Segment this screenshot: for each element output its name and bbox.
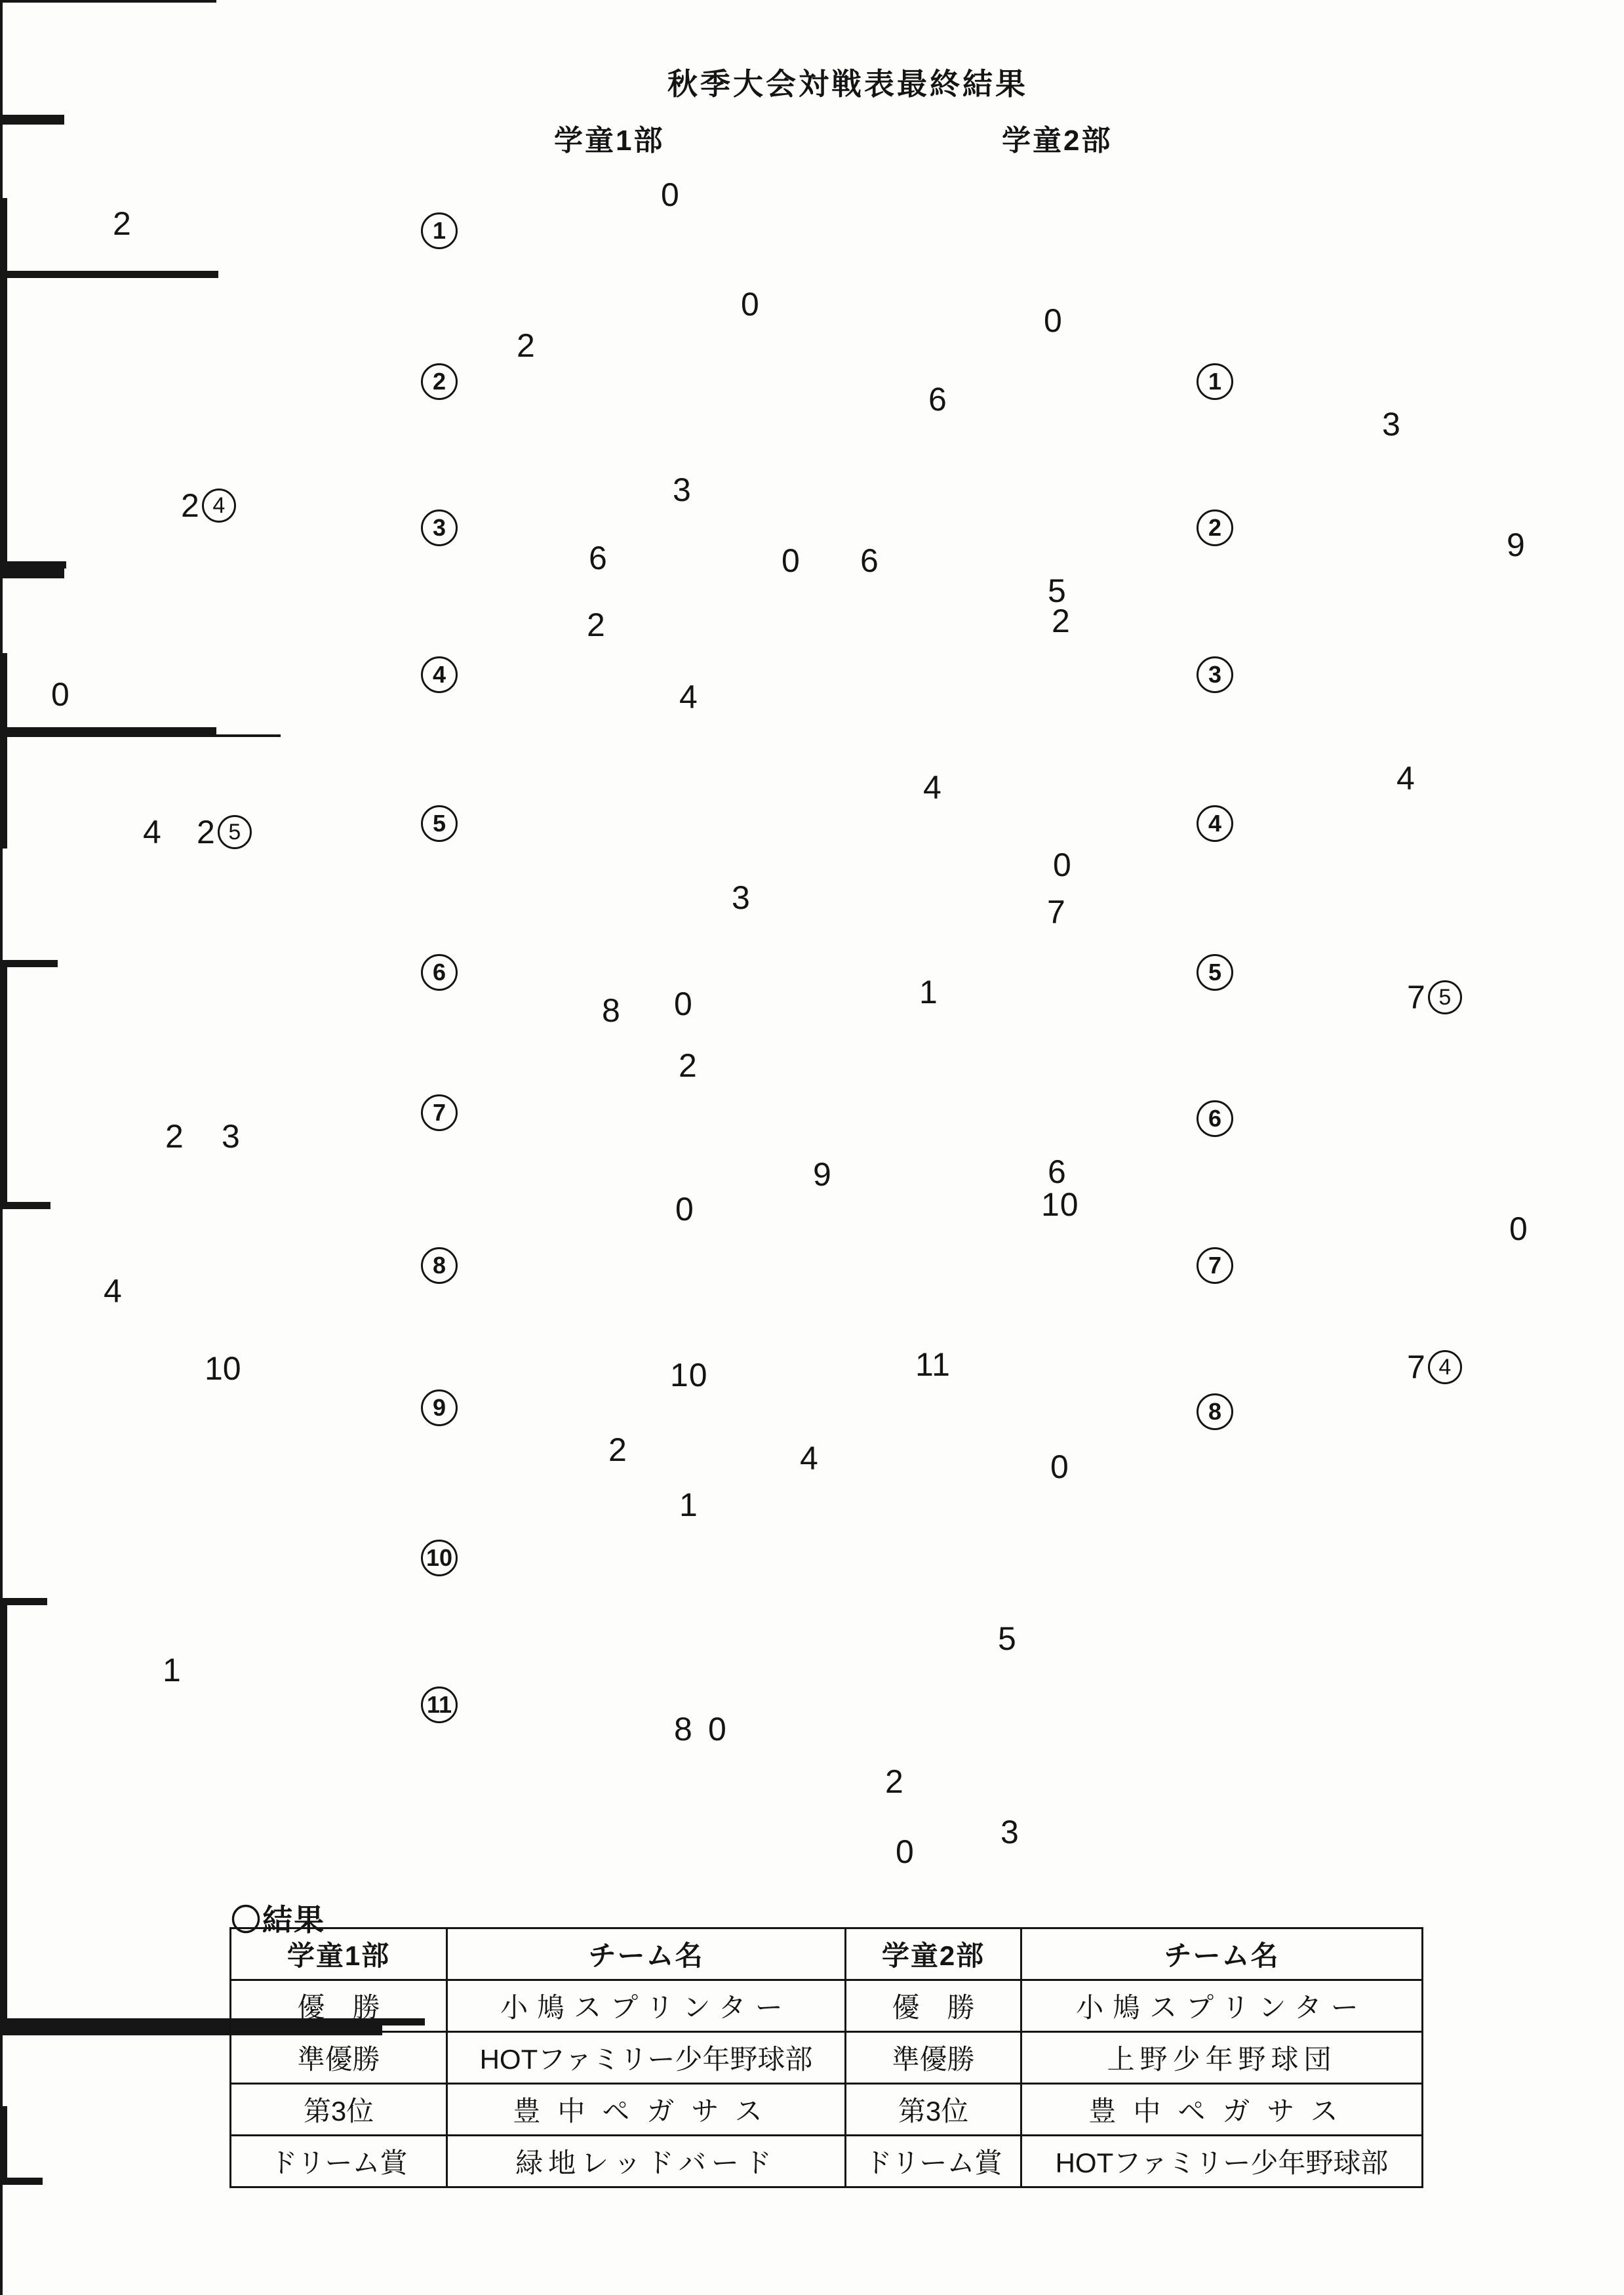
seed-badge: 1	[1197, 363, 1233, 400]
bracket-line	[0, 125, 3, 198]
bracket-line	[0, 578, 3, 653]
match-score: 0	[1053, 847, 1072, 883]
annotation-circled-number: 4	[202, 489, 236, 523]
annotation-number: 0	[51, 676, 69, 713]
match-score: 2	[1052, 603, 1071, 639]
bracket-line	[0, 727, 216, 734]
results-rank-cell: 優 勝	[846, 1980, 1021, 2032]
annotation-number: 3	[1382, 406, 1400, 443]
third-place-score: 5	[998, 1620, 1017, 1657]
seed-badge: 11	[421, 1686, 458, 1723]
match-score: 4	[679, 679, 698, 715]
seed-badge: 1	[421, 212, 458, 249]
match-score: 4	[923, 769, 942, 806]
match-score: 6	[928, 381, 947, 418]
results-row	[231, 2032, 1423, 2084]
hand-annotation	[197, 813, 252, 851]
match-score: 2	[587, 607, 606, 643]
hand-annotation	[165, 1117, 184, 1155]
bracket-line	[0, 561, 66, 569]
match-score: 8	[602, 992, 621, 1029]
match-score: 6	[860, 542, 879, 579]
match-score: 0	[1044, 302, 1063, 339]
annotation-circled-number: 4	[1428, 1350, 1462, 1384]
hand-annotation	[51, 675, 69, 713]
bracket-line	[0, 848, 3, 960]
results-row	[231, 2084, 1423, 2136]
match-score: 0	[661, 176, 680, 213]
annotation-circled-number: 5	[218, 815, 252, 849]
match-score: 0	[741, 286, 760, 323]
seed-badge: 4	[421, 656, 458, 693]
match-score: 6	[1048, 1153, 1067, 1190]
results-team-cell: 豊中ペガサス	[1021, 2084, 1423, 2136]
results-rank-cell: ドリーム賞	[231, 2136, 447, 2187]
match-score: 4	[1396, 760, 1416, 797]
seed-badge: 4	[1197, 805, 1233, 842]
seed-badge: 7	[1197, 1247, 1233, 1284]
results-header-cell: 学童1部	[231, 1928, 447, 1980]
bracket-line	[0, 1209, 3, 1598]
match-score: 9	[813, 1156, 832, 1193]
seed-badge: 2	[421, 363, 458, 400]
match-score: 0	[675, 1191, 694, 1227]
results-row	[231, 1980, 1423, 2032]
annotation-number: 4	[104, 1273, 122, 1309]
match-score: 0	[1509, 1210, 1528, 1247]
seed-badge: 8	[1197, 1393, 1233, 1430]
annotation-number: 7	[1407, 979, 1425, 1016]
match-score: 11	[915, 1346, 951, 1383]
division2-header: 学童2部	[1002, 125, 1113, 157]
match-score: 2	[517, 327, 536, 364]
results-team-cell: 緑地レッドバード	[447, 2136, 846, 2187]
seed-badge: 3	[1197, 656, 1233, 693]
match-score: 9	[1507, 527, 1526, 563]
bracket-line	[0, 2035, 3, 2106]
results-label: 〇結果	[231, 1903, 325, 1937]
bracket-line	[0, 0, 216, 3]
results-rank-cell: ドリーム賞	[846, 2136, 1021, 2187]
seed-badge: 10	[421, 1540, 458, 1576]
results-team-cell: 豊中ペガサス	[447, 2084, 846, 2136]
results-header-cell: チーム名	[1021, 1928, 1423, 1980]
annotation-number: 1	[163, 1652, 181, 1688]
bracket-line	[0, 1202, 50, 1209]
bracket-line	[0, 117, 64, 125]
results-rank-cell: 準優勝	[231, 2032, 447, 2084]
results-header-cell: チーム名	[447, 1928, 846, 1980]
bracket-line	[0, 571, 64, 578]
third-place-score: 8	[674, 1711, 693, 1747]
division1-header: 学童1部	[554, 125, 665, 157]
match-score: 0	[708, 1711, 727, 1747]
bracket-line	[0, 271, 218, 278]
annotation-circled-number: 5	[1428, 980, 1462, 1014]
seed-badge: 7	[421, 1094, 458, 1131]
third-place-score: 0	[896, 1833, 915, 1870]
results-rank-cell: 準優勝	[846, 2032, 1021, 2084]
third-place-score: 2	[885, 1763, 904, 1800]
seed-badge: 6	[1197, 1100, 1233, 1137]
match-score: 10	[1041, 1186, 1079, 1223]
annotation-number: 7	[1407, 1349, 1425, 1386]
results-rank-cell: 第3位	[231, 2084, 447, 2136]
results-team-cell: 上野少年野球団	[1021, 2032, 1423, 2084]
hand-annotation	[1382, 405, 1400, 443]
match-score: 4	[800, 1440, 819, 1477]
results-rank-cell: 第3位	[846, 2084, 1021, 2136]
annotation-number: 10	[205, 1350, 241, 1387]
annotation-number: 2	[197, 814, 215, 850]
hand-annotation	[104, 1272, 122, 1310]
annotation-number: 2	[113, 205, 131, 242]
match-score: 5	[1048, 572, 1067, 609]
third-place-score: 3	[1000, 1814, 1020, 1850]
bracket-line	[0, 737, 7, 848]
match-score: 10	[670, 1357, 708, 1393]
match-score: 6	[589, 540, 608, 576]
results-team-cell: HOTファミリー少年野球部	[447, 2032, 846, 2084]
hand-annotation	[205, 1349, 241, 1387]
seed-badge: 9	[421, 1389, 458, 1426]
match-score: 2	[679, 1047, 698, 1084]
bracket-line	[0, 967, 7, 1202]
match-score: 1	[679, 1487, 698, 1523]
seed-badge: 6	[421, 954, 458, 991]
bracket-line	[0, 2178, 43, 2185]
annotation-number: 2	[165, 1118, 184, 1155]
seed-badge: 5	[421, 805, 458, 842]
bracket-line	[0, 653, 7, 727]
results-table-body	[231, 1928, 1423, 2187]
hand-annotation	[1407, 978, 1462, 1016]
results-rank-cell: 優 勝	[231, 1980, 447, 2032]
annotation-number: 3	[222, 1118, 240, 1155]
hand-annotation	[113, 205, 131, 243]
annotation-number: 4	[143, 814, 161, 850]
match-score: 1	[919, 974, 938, 1010]
results-header-cell: 学童2部	[846, 1928, 1021, 1980]
annotation-number: 2	[181, 487, 199, 524]
seed-badge: 8	[421, 1247, 458, 1284]
hand-annotation	[222, 1117, 240, 1155]
results-table	[229, 1927, 1423, 2188]
hand-annotation	[163, 1651, 181, 1689]
hand-annotation	[1407, 1348, 1462, 1386]
results-team-cell: 小鳩スプリンター	[447, 1980, 846, 2032]
match-score: 3	[732, 879, 751, 916]
hand-annotation	[181, 487, 236, 525]
bracket-line	[0, 734, 281, 737]
match-score: 0	[674, 986, 693, 1022]
bracket-line	[0, 3, 3, 115]
bracket-line	[0, 2106, 7, 2178]
page-title: 秋季大会対戦表最終結果	[667, 67, 1028, 101]
bracket-line	[0, 960, 58, 967]
match-score: 2	[608, 1431, 627, 1468]
match-score: 0	[782, 542, 801, 579]
seed-badge: 3	[421, 509, 458, 546]
results-row	[231, 2136, 1423, 2187]
bracket-line	[0, 2185, 3, 2295]
results-team-cell: HOTファミリー少年野球部	[1021, 2136, 1423, 2187]
hand-annotation	[143, 813, 161, 851]
bracket-line	[0, 1598, 47, 1605]
bracket-line	[0, 1605, 7, 2018]
match-score: 7	[1047, 894, 1066, 930]
seed-badge: 2	[1197, 509, 1233, 546]
bracket-line	[0, 278, 7, 561]
bracket-line	[0, 198, 7, 271]
seed-badge: 5	[1197, 954, 1233, 991]
match-score: 0	[1050, 1448, 1069, 1485]
results-team-cell: 小鳩スプリンター	[1021, 1980, 1423, 2032]
match-score: 3	[673, 471, 692, 508]
